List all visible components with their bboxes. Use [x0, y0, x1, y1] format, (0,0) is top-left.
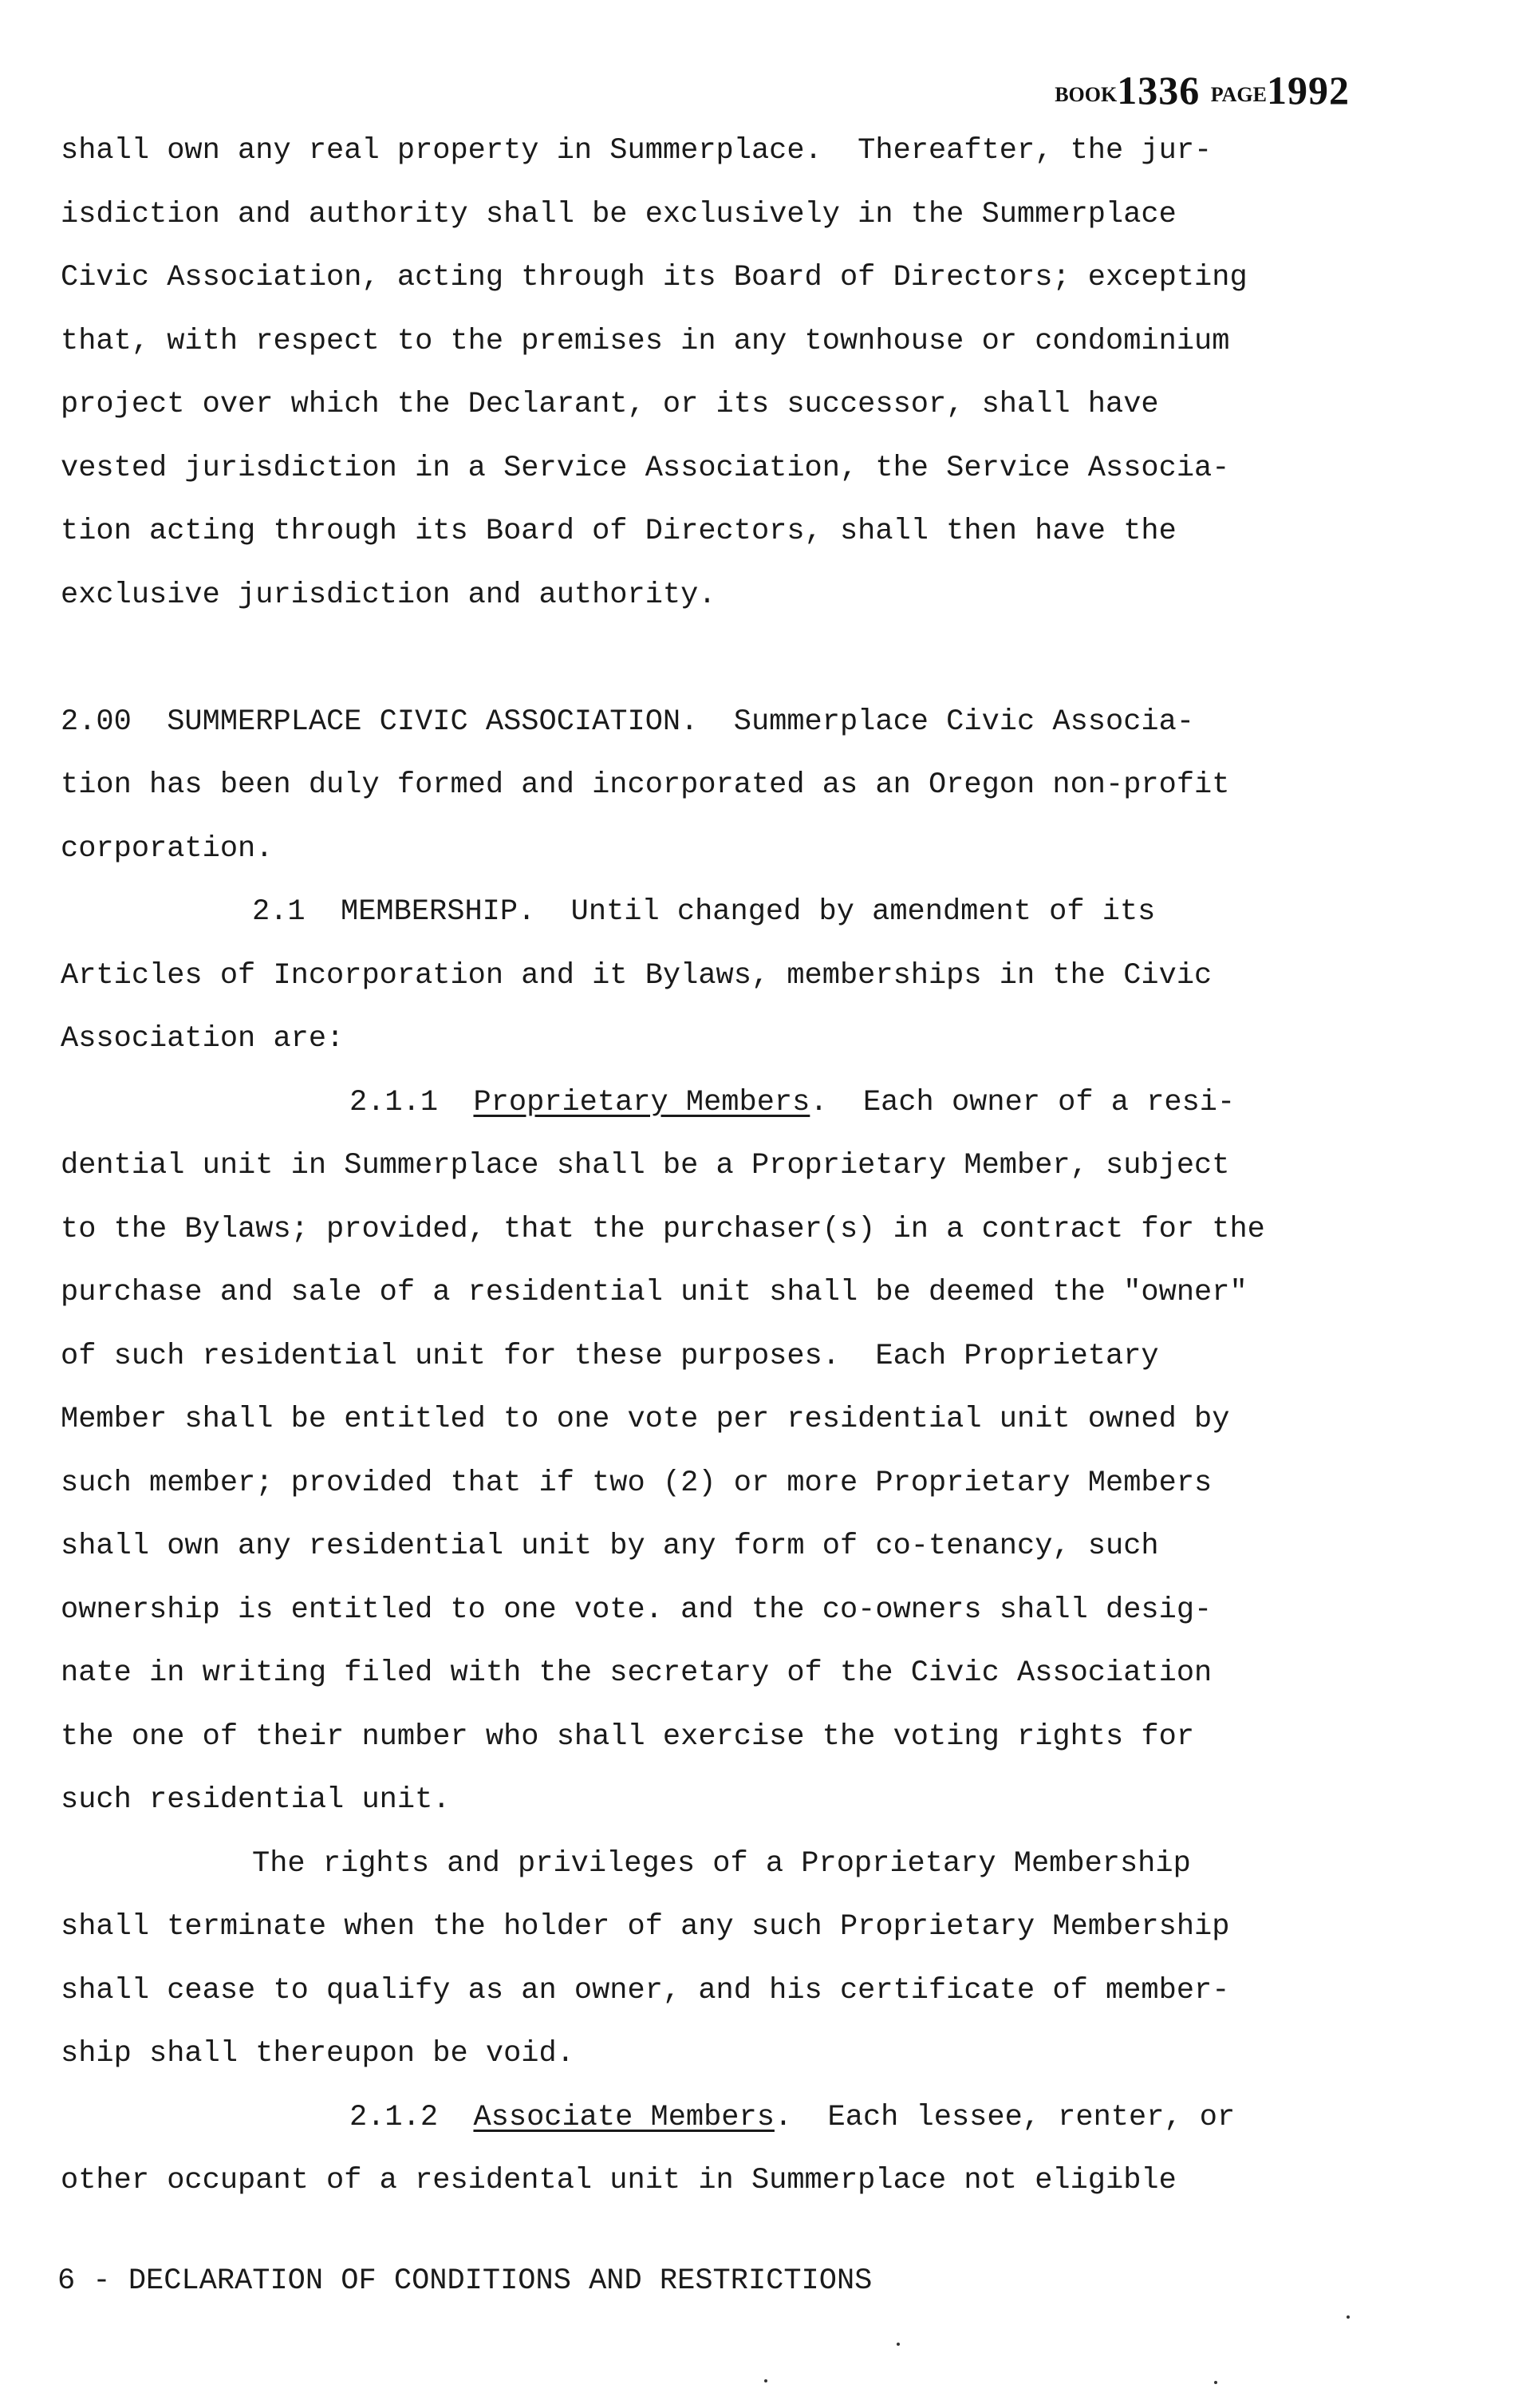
text-line: project over which the Declarant, or its successor, shall have: [61, 388, 1159, 421]
section-heading-line: [61, 2086, 1401, 2150]
section-number: 2.1.2: [349, 2100, 439, 2134]
page-number: 1992: [1267, 68, 1350, 113]
text-line: to the Bylaws; provided, that the purchaser(s) in a contract for the: [61, 1212, 1265, 1246]
section-2-1-2-paragraph: [61, 2086, 1401, 2213]
scan-speck: [897, 2343, 900, 2346]
continuation-paragraph: [61, 120, 1401, 627]
text-line: 2.1 MEMBERSHIP. Until changed by amendment of its: [252, 895, 1156, 929]
section-heading: Associate Members: [473, 2100, 775, 2134]
scan-speck: [1347, 2315, 1350, 2319]
book-stamp-prefix: BOOK: [1055, 83, 1118, 106]
text-line: isdiction and authority shall be exclusively in the Summerplace: [61, 197, 1177, 231]
scan-speck: [764, 2379, 767, 2382]
text-line: The rights and privileges of a Proprietary Membership: [252, 1846, 1191, 1881]
section-heading: Proprietary Members: [473, 1085, 810, 1119]
section-number: 2.1.1: [349, 1085, 439, 1119]
section-2-1-paragraph: [61, 881, 1401, 1072]
text-line: other occupant of a residental unit in Summerplace not eligible: [61, 2164, 1177, 2197]
text-line: such member; provided that if two (2) or more Proprietary Members: [61, 1466, 1213, 1500]
text-line: shall own any residential unit by any form of co-tenancy, such: [61, 1530, 1159, 1563]
text-line: shall terminate when the holder of any such Proprietary Membership: [61, 1910, 1230, 1944]
page-stamp-prefix: PAGE: [1210, 83, 1267, 106]
book-page-stamp: [1055, 67, 1350, 113]
text-line: Civic Association, acting through its Board of Directors; excepting: [61, 261, 1248, 294]
paragraph-gap: [61, 627, 1401, 691]
text-line: of such residential unit for these purposes. Each Proprietary: [61, 1339, 1159, 1373]
text-fragment: . Each lessee, renter, or: [774, 2100, 1236, 2134]
text-line: nate in writing filed with the secretary of the Civic Association: [61, 1656, 1213, 1690]
text-line: dential unit in Summerplace shall be a Proprietary Member, subject: [61, 1149, 1230, 1182]
text-line: 2.00 SUMMERPLACE CIVIC ASSOCIATION. Summerplace Civic Associa-: [61, 705, 1195, 739]
text-fragment: . Each owner of a resi-: [810, 1085, 1236, 1119]
text-line: exclusive jurisdiction and authority.: [61, 578, 716, 612]
text-line: shall own any real property in Summerplace. Thereafter, the jur-: [61, 134, 1213, 168]
scan-speck: [1214, 2381, 1217, 2384]
text-line: ownership is entitled to one vote. and the co-owners shall desig-: [61, 1593, 1213, 1627]
document-body: [61, 120, 1401, 2213]
text-line: ship shall thereupon be void.: [61, 2037, 574, 2070]
text-line: purchase and sale of a residential unit shall be deemed the "owner": [61, 1276, 1248, 1309]
section-2-00-paragraph: [61, 691, 1401, 882]
page-footer: 6 - DECLARATION OF CONDITIONS AND RESTRICTIONS: [57, 2264, 873, 2298]
text-line: such residential unit.: [61, 1783, 451, 1817]
text-line: tion has been duly formed and incorporated as an Oregon non-profit: [61, 768, 1230, 802]
text-line: that, with respect to the premises in any townhouse or condominium: [61, 324, 1230, 358]
section-heading-line: [61, 1072, 1401, 1135]
text-line: Association are:: [61, 1022, 345, 1056]
text-line: Member shall be entitled to one vote per residential unit owned by: [61, 1403, 1230, 1436]
rights-paragraph: [61, 1833, 1401, 2086]
text-line: Articles of Incorporation and it Bylaws, memberships in the Civic: [61, 958, 1213, 993]
text-line: vested jurisdiction in a Service Association, the Service Associa-: [61, 451, 1230, 485]
text-line: corporation.: [61, 831, 274, 866]
text-line: the one of their number who shall exercise the voting rights for: [61, 1719, 1195, 1754]
book-number: 1336: [1117, 68, 1201, 113]
text-line: tion acting through its Board of Directors, shall then have the: [61, 515, 1177, 548]
section-2-1-1-paragraph: [61, 1072, 1401, 1833]
text-line: shall cease to qualify as an owner, and his certificate of member-: [61, 1973, 1230, 2007]
